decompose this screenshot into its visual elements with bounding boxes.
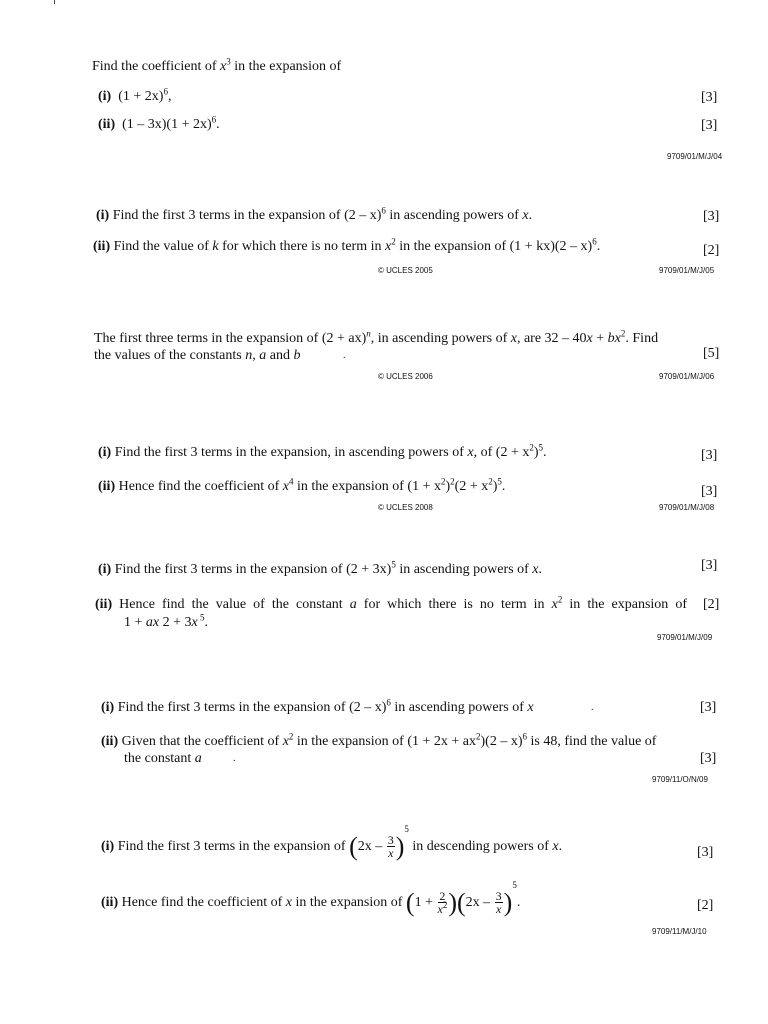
corner-mark (54, 0, 55, 4)
q1-ref: 9709/01/M/J/04 (667, 152, 723, 161)
q4-copyright: © UCLES 2008 (378, 503, 433, 512)
q7-part-ii-marks: [2] (697, 898, 714, 913)
q6-part-ii-marks: [3] (700, 751, 717, 766)
q7-part-ii-fraction-1: $\frac{2}{x^2}$ (437, 889, 448, 917)
q3-marks: [5] (703, 346, 720, 361)
q2-part-i: (i) Find the first 3 terms in the expansion of (2 – x)$^6$ in ascending powers of x. (96, 205, 533, 223)
q4-part-ii: (ii) Hence find the coefficient of $x^4$ in the expansion of $(1 + x^2)^2(2 + x^2)^5$. (98, 476, 506, 494)
q7-part-i-marks: [3] (697, 845, 714, 860)
q1-part-i-marks: [3] (701, 90, 718, 105)
q5-part-ii-line1: (ii) Hence find the value of the constant a for which there is no term in $x^2$ in the expansion of (95, 594, 688, 612)
q2-copyright: © UCLES 2005 (378, 266, 433, 275)
q7-part-ii: (ii) Hence find the coefficient of x in the expansion of (1 + $\frac{2}{x^2}$ )(2x – $\frac{3}{x}$ )$^5$. (101, 880, 521, 917)
q3-line2-dot: . (343, 350, 346, 361)
q5-ref: 9709/01/M/J/09 (657, 633, 713, 642)
q7-part-ii-fraction-2: $\frac{3}{x}$ (495, 889, 502, 917)
q1-part-ii-marks: [3] (701, 118, 718, 133)
q3-line1: The first three terms in the expansion of (2 + ax)$^n$, in ascending powers of x, are $32 - 40x + bx^2$. Find (94, 328, 659, 346)
q6-part-ii-line2: the constant a (124, 751, 202, 766)
q1-part-i: (i) $(1 + 2x)^6$, (98, 86, 172, 104)
q3-copyright: © UCLES 2006 (378, 372, 433, 381)
q5-part-i-marks: [3] (701, 558, 718, 573)
q1-stem: Find the coefficient of $x^3$ in the expansion of (92, 56, 342, 74)
q2-part-i-marks: [3] (703, 209, 720, 224)
q4-part-ii-marks: [3] (701, 484, 718, 499)
q5-part-ii-marks: [2] (703, 597, 720, 612)
q2-ref: 9709/01/M/J/05 (659, 266, 715, 275)
q5-part-ii-line2: 1 + ax 2 + 3x $^5$. (124, 612, 208, 630)
q6-part-i: (i) Find the first 3 terms in the expansion of (2 – x)$^6$ in ascending powers of x (101, 697, 534, 715)
q6-part-i-marks: [3] (700, 700, 717, 715)
q2-part-ii: (ii) Find the value of k for which there is no term in $x^2$ in the expansion of (1 + kx)(2 – x)$^6$. (93, 236, 601, 254)
q6-part-ii-line1: (ii) Given that the coefficient of $x^2$ in the expansion of $(1 + 2x + ax^2)(2 - x)^6$ is 48, find the value of (101, 731, 657, 749)
q7-part-i-fraction: $\frac{3}{x}$ (387, 833, 394, 861)
q3-line2: the values of the constants n, a and b (94, 348, 301, 363)
q6-part-i-dot: . (591, 702, 594, 713)
q6-ref: 9709/11/O/N/09 (652, 775, 708, 784)
q2-part-ii-marks: [2] (703, 243, 720, 258)
q6-part-ii-dot: . (233, 753, 236, 764)
q4-ref: 9709/01/M/J/08 (659, 503, 715, 512)
q7-ref: 9709/11/M/J/10 (652, 927, 707, 936)
q3-ref: 9709/01/M/J/06 (659, 372, 715, 381)
q4-part-i-marks: [3] (701, 448, 718, 463)
q4-part-i: (i) Find the first 3 terms in the expansion, in ascending powers of x, of $(2 + x^2)^5$. (98, 442, 547, 460)
q5-part-i: (i) Find the first 3 terms in the expansion of $(2 + 3x)^5$ in ascending powers of x. (98, 559, 542, 577)
q7-part-i: (i) Find the first 3 terms in the expansion of (2x – $\frac{3}{x}$ )$^5$ in descending powers of x. (101, 824, 563, 861)
q1-part-ii: (ii) $(1 - 3x)(1 + 2x)^6$. (98, 114, 220, 132)
